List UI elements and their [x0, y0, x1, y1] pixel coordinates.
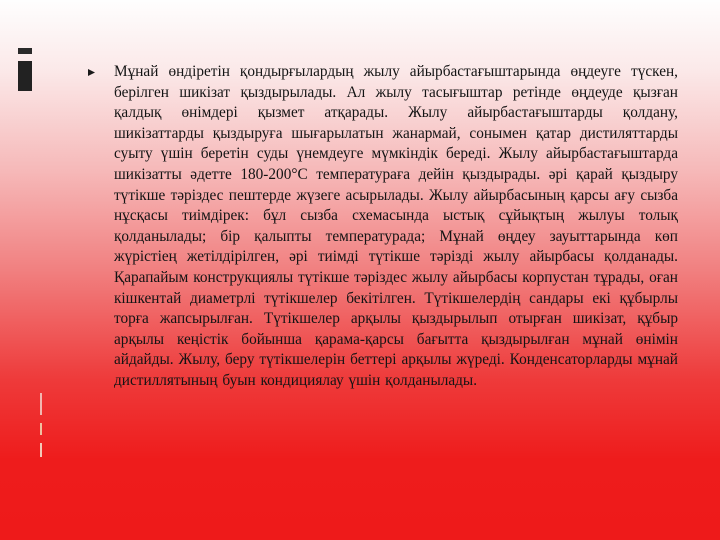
decor-bar-top — [18, 48, 32, 54]
decor-bar-block — [18, 61, 32, 91]
body-paragraph: Мұнай өндіретін қондырғылардың жылу айырбастағыштарында өңдеуге түскен, берілген шикізат қыздырылады. Ал жылу тасығыштар ретінде өңдеуде қызған қалдық өнімдері қызмет атқарады. Жылу айырбастағыштарды қолдану, шикізаттарды қыздыруға шығарылатын жанармай, сонымен қатар дистиляттарды суыту үшін беретін суды үнемдеуге мүмкіндік береді. Жылу айырбастағыштарда шикізатты әдетте 180-200°С температураға дейін қыздырады. әрі қарай қыздыру түтікше тәріздес пештерде жүзеге асырылады. Жылу айырбасының қарсы ағу сызба нұсқасы тиімдірек: бұл сызба схемасында ыстық сұйықтың жылуы толық қолданылады; бір қалыпты температурада; Мұнай өңдеу зауыттарында көп жүрістіең жетілдірілген, әрі тиімді түтікше тәрізді жылу айырбасы қолданады. Қарапайым конструкциялы түтікше тәріздес жылу айырбасы корпустан тұрады, оған кішкентай диаметрлі түтікшелер бекітілген. Түтікшелердің сандары екі құбырлы торға жапсырылған. Түтікшелер арқылы қыздырылып отырған шикізат, құбыр арқылы кеңістік бойынша қарама-қарсы бағытта қыздырылған мұнай өнімін айдайды. Жылу, беру түтікшелерін беттері арқылы жүреді. Конденсаторларды мұнай дистиллятының буын кондициялау үшін қолданылады. — [114, 63, 678, 389]
slide-content — [88, 62, 678, 392]
decor-bar-light — [40, 393, 42, 415]
decor-bar-light — [40, 443, 42, 457]
decor-bar-light — [40, 423, 42, 435]
triangle-bullet-icon — [88, 69, 95, 76]
